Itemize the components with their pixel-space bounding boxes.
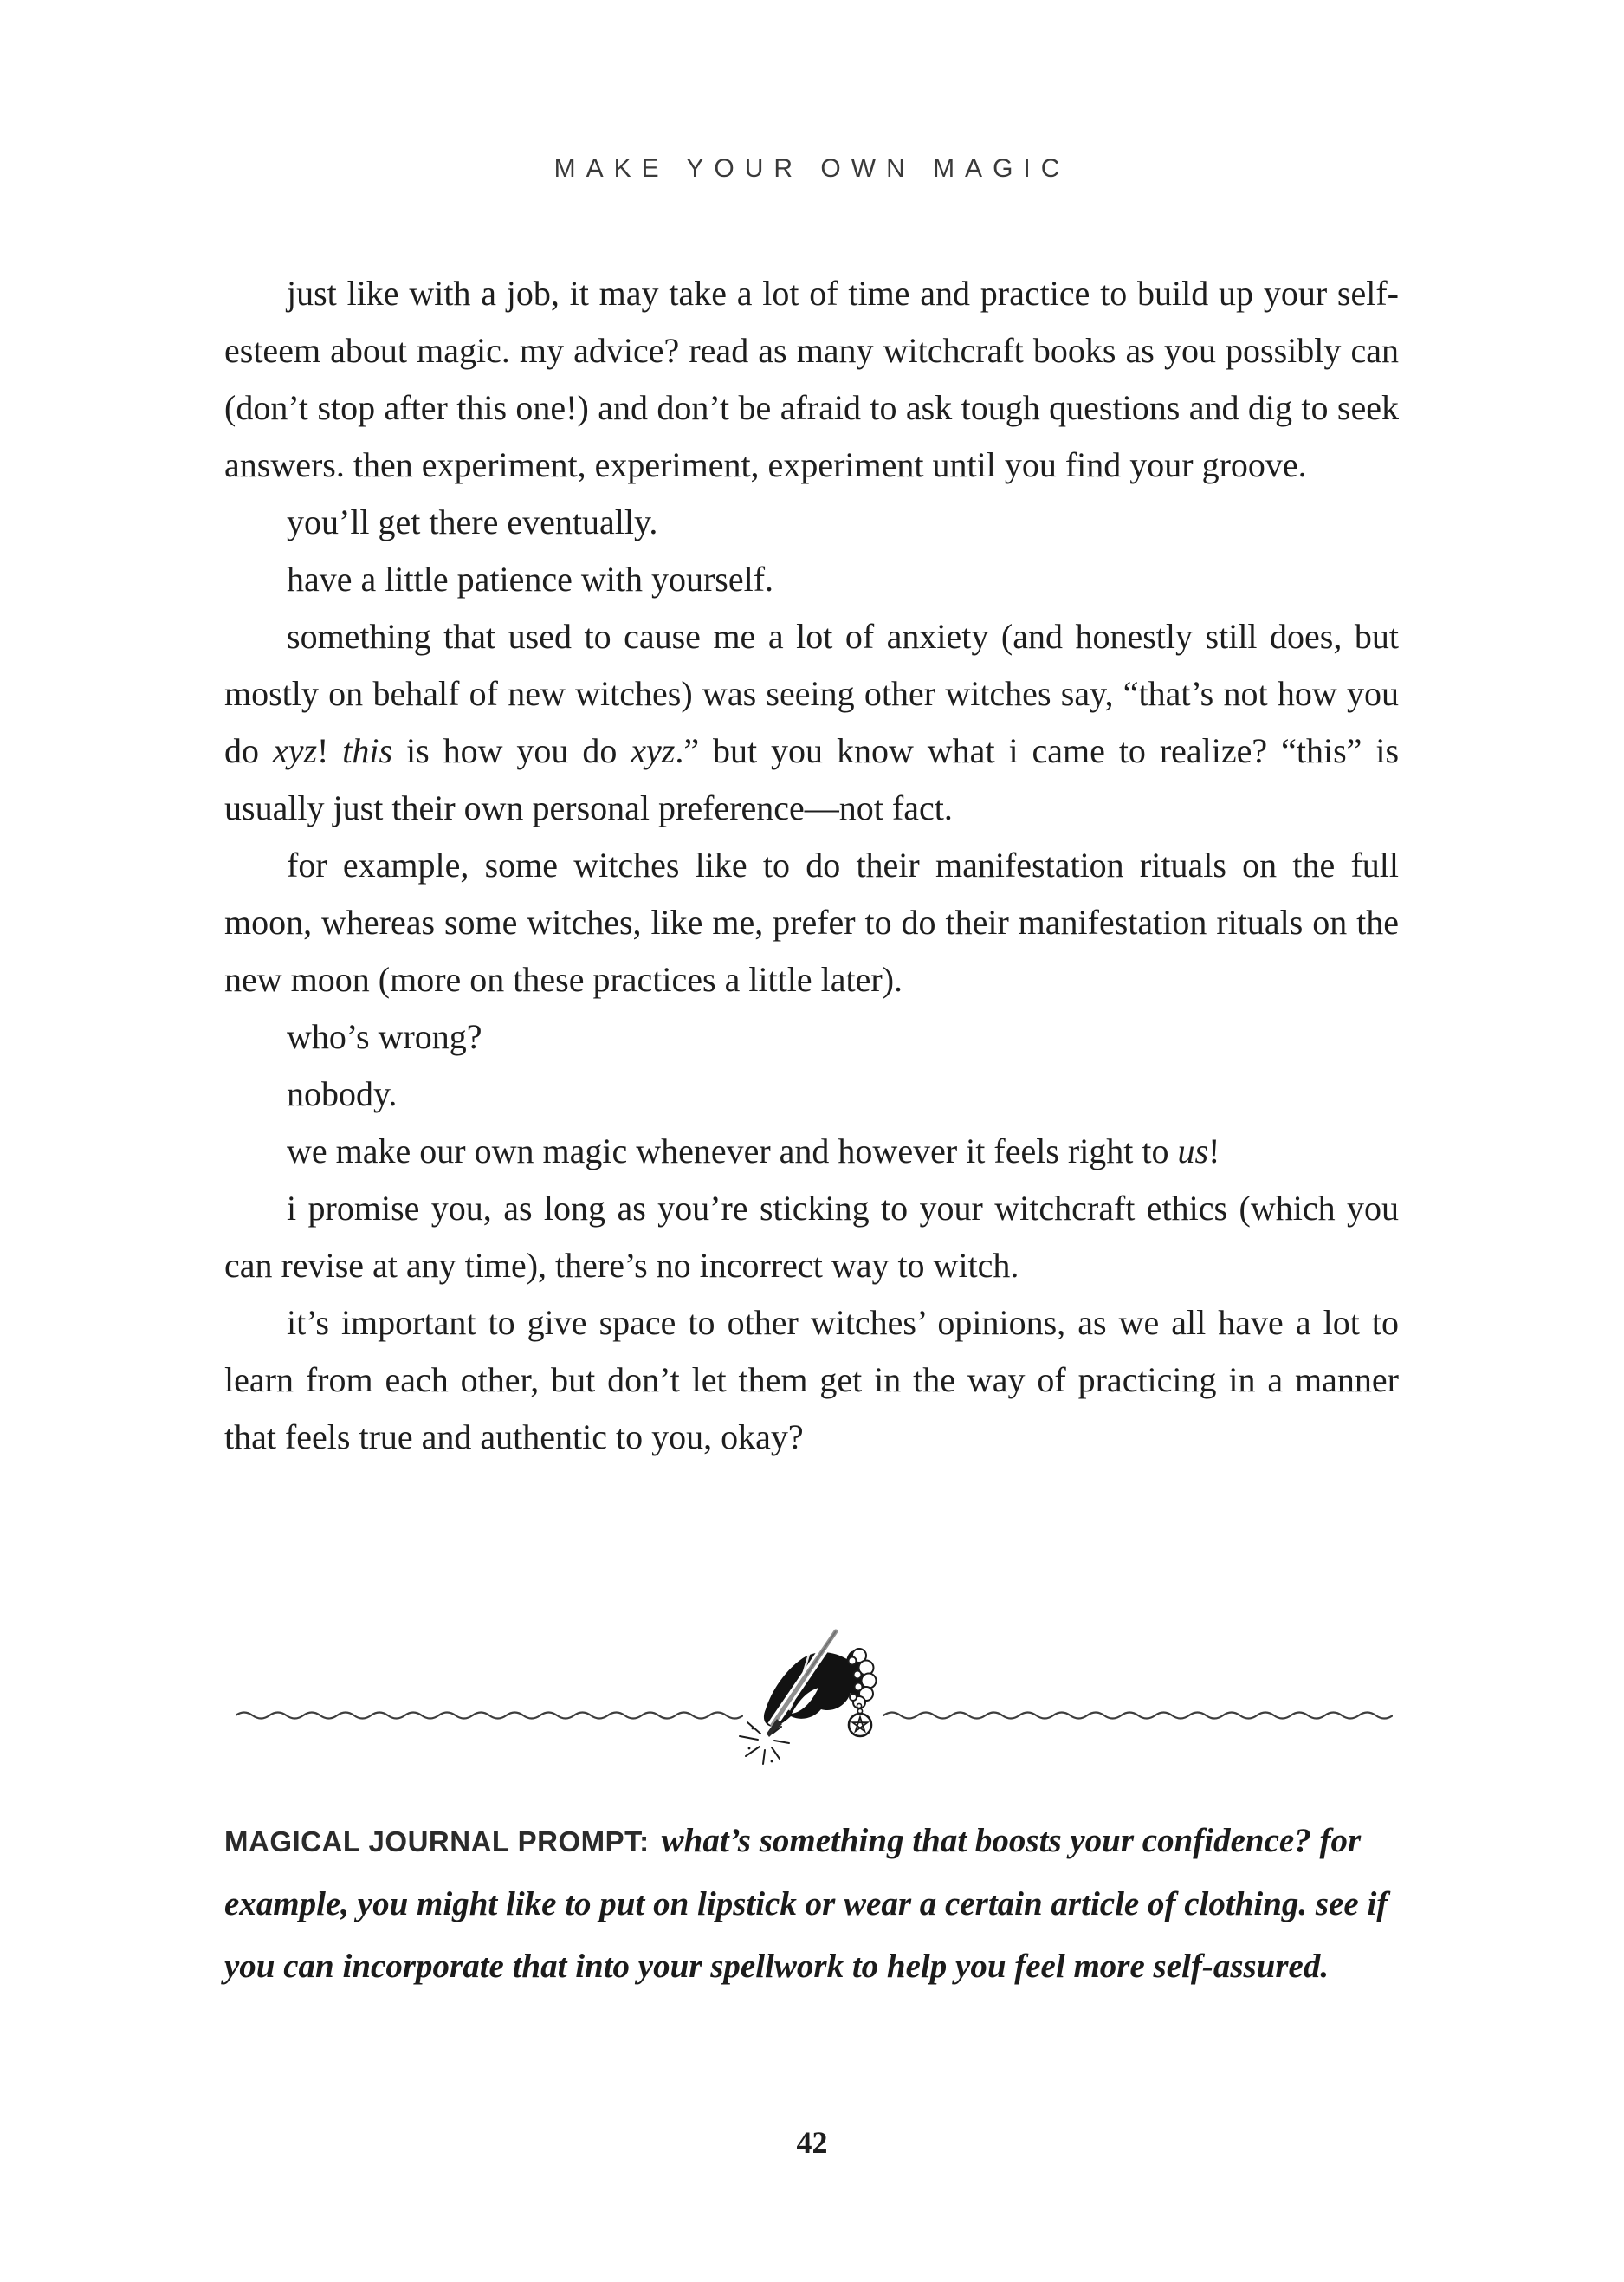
body-paragraph: i promise you, as long as you’re sticking to your witchcraft ethics (which you can revise at any time), there’s no incorrect way to witch. xyxy=(224,1189,1399,1285)
body-paragraph: nobody. xyxy=(287,1074,398,1113)
sparkle-icon xyxy=(740,1722,789,1764)
hand-needle-illustration xyxy=(736,1598,909,1772)
body-paragraph: have a little patience with yourself. xyxy=(287,560,774,599)
body-paragraph: it’s important to give space to other witches’ opinions, as we all have a lot to learn from each other, but don’t let them get in the way of practicing in a manner that feels true and authentic to you, okay? xyxy=(224,1303,1399,1456)
wavy-rule-left-icon xyxy=(236,1708,743,1722)
journal-prompt xyxy=(224,1810,1399,1998)
journal-prompt-text: what’s something that boosts your confidence? for example, you might like to put on lipstick or wear a certain article of clothing. see if you can incorporate that into your spellwork to help you feel more self-assured. xyxy=(224,1822,1388,1985)
body-paragraph: we make our own magic whenever and however it feels right to us! xyxy=(287,1131,1220,1170)
page-number: 42 xyxy=(796,2125,828,2160)
running-header: MAKE YOUR OWN MAGIC xyxy=(553,154,1071,183)
body-paragraph: something that used to cause me a lot of anxiety (and honestly still does, but mostly on behalf of new witches) was seeing other witches say, “that’s not how you do xyz! this is how you do xyz.” but you know what i came to realize? “this” is usually just their own personal preference—not fact. xyxy=(224,617,1400,827)
body-text xyxy=(224,265,1399,1466)
body-paragraph: you’ll get there eventually. xyxy=(287,502,658,541)
body-paragraph: who’s wrong? xyxy=(287,1017,482,1056)
journal-prompt-label: MAGICAL JOURNAL PROMPT: xyxy=(224,1825,650,1857)
wavy-rule-right-icon xyxy=(883,1708,1393,1722)
body-paragraph: just like with a job, it may take a lot of time and practice to build up your self-esteem about magic. my advice? read as many witchcraft books as you possibly can (don’t stop after this one!) and don’t be afraid to ask tough questions and dig to seek answers. then experiment, experiment, experiment until you find your groove. xyxy=(224,274,1399,484)
pentacle-charm-icon xyxy=(849,1703,871,1736)
body-paragraph: for example, some witches like to do their manifestation rituals on the full moon, whereas some witches, like me, prefer to do their manifestation rituals on the new moon (more on these practices a little later). xyxy=(224,846,1399,999)
